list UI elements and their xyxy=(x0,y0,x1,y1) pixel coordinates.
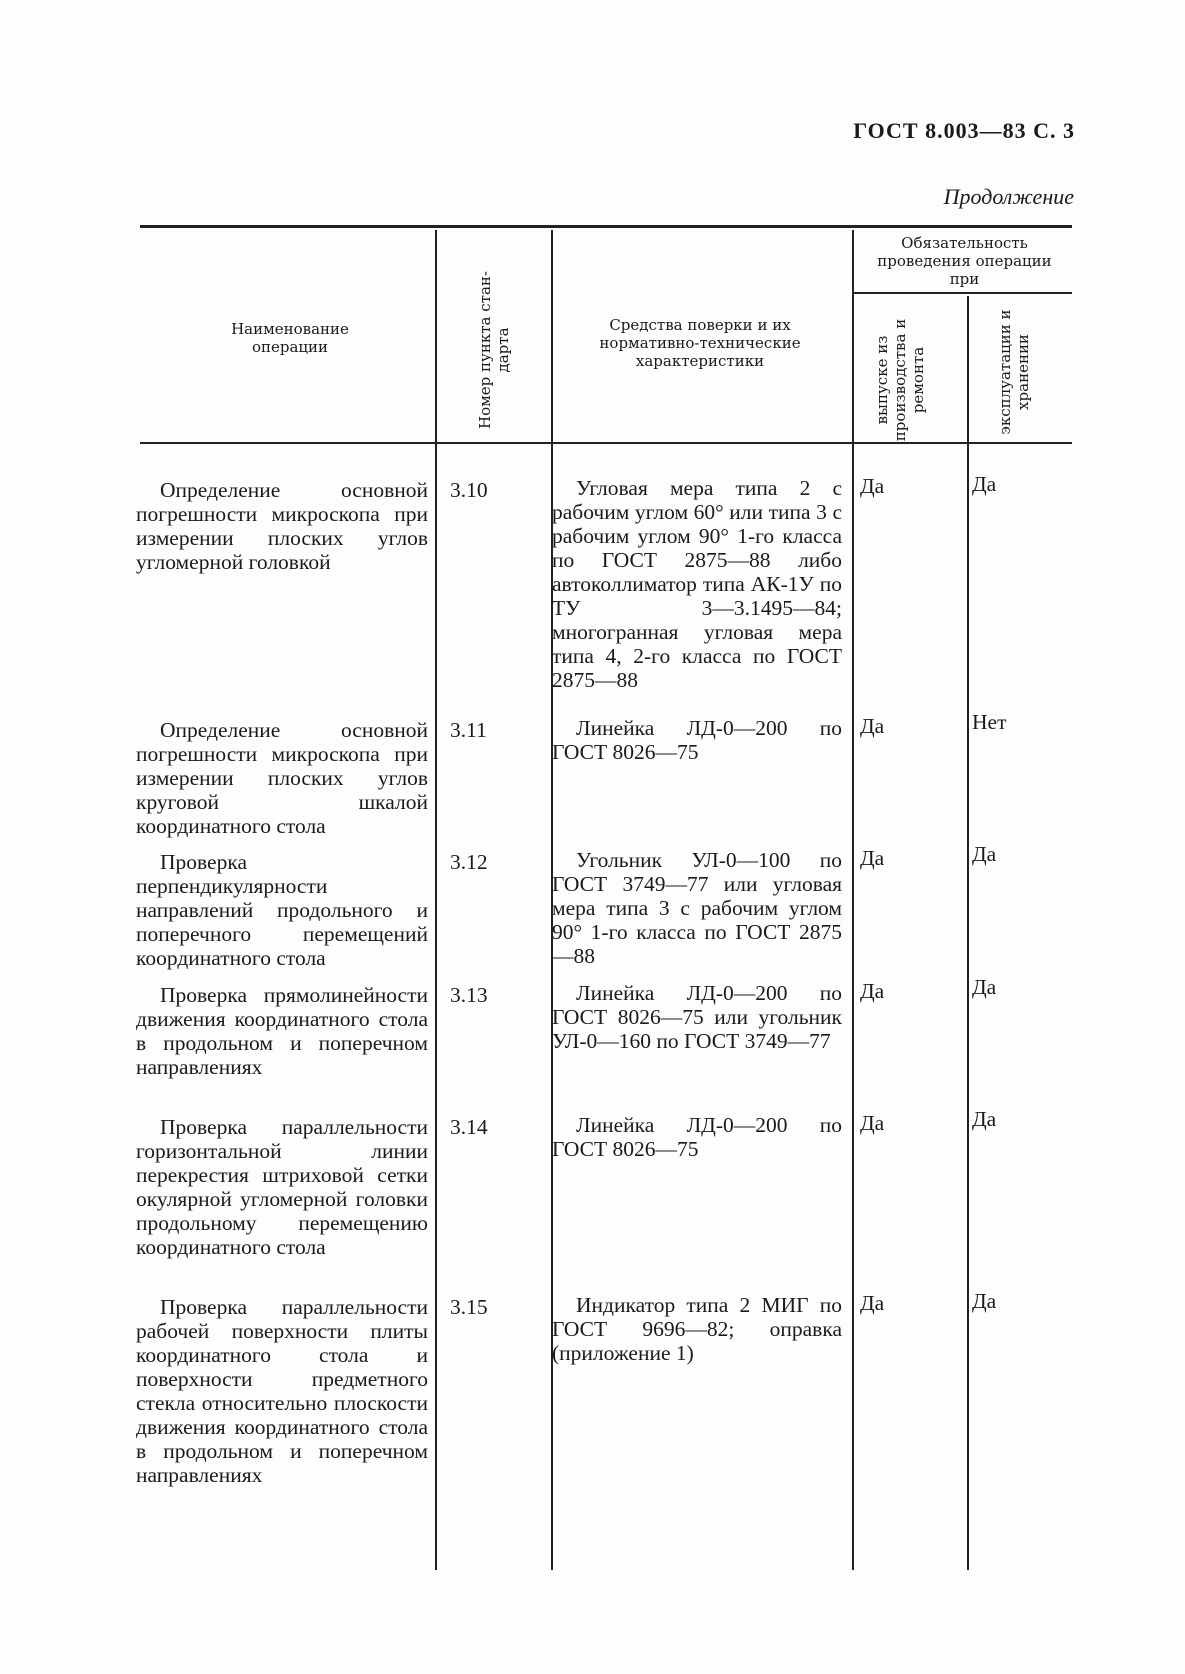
row4-operation: Проверка прямолинейности движения координатного стола в продольном и поперечном направлениях xyxy=(136,983,428,1079)
row5-operation: Проверка параллельности горизонтальной линии перекрестия штриховой сетки окулярной угломерной головки продольному перемещению координатного стола xyxy=(136,1115,428,1259)
row1-storage: Да xyxy=(972,472,997,496)
row1-means: Угловая мера типа 2 с рабочим углом 60° или типа 3 с рабочим углом 90° 1-го класса по ГОСТ 2875—88 либо автоколлиматор типа АК-1У по ТУ 3—3.1495—84; многогранная угловая мера типа 4, 2-го класса по ГОСТ 2875—88 xyxy=(552,476,842,692)
row6-release: Да xyxy=(860,1291,885,1315)
row3-storage: Да xyxy=(972,842,997,866)
row4-clause: 3.13 xyxy=(450,983,488,1007)
obligation-group-rule xyxy=(853,292,1072,294)
row2-means: Линейка ЛД-0—200 по ГОСТ 8026—75 xyxy=(552,716,842,764)
row3-means: Угольник УЛ-0—100 по ГОСТ 3749—77 или угловая мера типа 3 с рабочим углом 90° 1-го класса по ГОСТ 2875—88 xyxy=(552,848,842,968)
row4-release: Да xyxy=(860,979,885,1003)
header-release: выпуске из производства и ремонта xyxy=(873,318,927,442)
page-header: ГОСТ 8.003—83 С. 3 xyxy=(853,118,1075,143)
row3-clause: 3.12 xyxy=(450,850,488,874)
row2-storage: Нет xyxy=(972,710,1007,734)
header-clause: Номер пункта стан-дарта xyxy=(476,271,512,429)
row3-operation: Проверка перпендикулярности направлений продольного и поперечного перемещений координатного стола xyxy=(136,850,428,970)
col-divider-3 xyxy=(852,230,854,1570)
header-means: Средства поверки и их нормативно-технические характеристики xyxy=(599,316,801,370)
row2-operation: Определение основной погрешности микроскопа при измерении плоских углов круговой шкалой координатного стола xyxy=(136,718,428,838)
continuation-label: Продолжение xyxy=(943,184,1074,209)
row5-clause: 3.14 xyxy=(450,1115,488,1139)
row2-release: Да xyxy=(860,714,885,738)
col-divider-4 xyxy=(967,296,969,1570)
row5-release: Да xyxy=(860,1111,885,1135)
header-operation-storage: эксплуатации и хранении xyxy=(996,309,1032,435)
row6-operation: Проверка параллельности рабочей поверхности плиты координатного стола и поверхности предметного стекла относительно плоскости движения координатного стола в продольном и поперечном направлениях xyxy=(136,1295,428,1487)
table-top-rule xyxy=(140,225,1072,228)
row6-means: Индикатор типа 2 МИГ по ГОСТ 9696—82; оправка (приложение 1) xyxy=(552,1293,842,1365)
row1-operation: Определение основной погрешности микроскопа при измерении плоских углов угломерной головкой xyxy=(136,478,428,574)
row2-clause: 3.11 xyxy=(450,718,487,742)
row6-clause: 3.15 xyxy=(450,1295,488,1319)
header-obligation: Обязательность проведения операции при xyxy=(877,234,1052,288)
row1-clause: 3.10 xyxy=(450,478,488,502)
header-operation: Наименование операции xyxy=(231,320,349,356)
row4-means: Линейка ЛД-0—200 по ГОСТ 8026—75 или угольник УЛ-0—160 по ГОСТ 3749—77 xyxy=(552,981,842,1053)
row4-storage: Да xyxy=(972,975,997,999)
row1-release: Да xyxy=(860,474,885,498)
col-divider-1 xyxy=(435,230,437,1570)
row5-means: Линейка ЛД-0—200 по ГОСТ 8026—75 xyxy=(552,1113,842,1161)
row6-storage: Да xyxy=(972,1289,997,1313)
row3-release: Да xyxy=(860,846,885,870)
row5-storage: Да xyxy=(972,1107,997,1131)
